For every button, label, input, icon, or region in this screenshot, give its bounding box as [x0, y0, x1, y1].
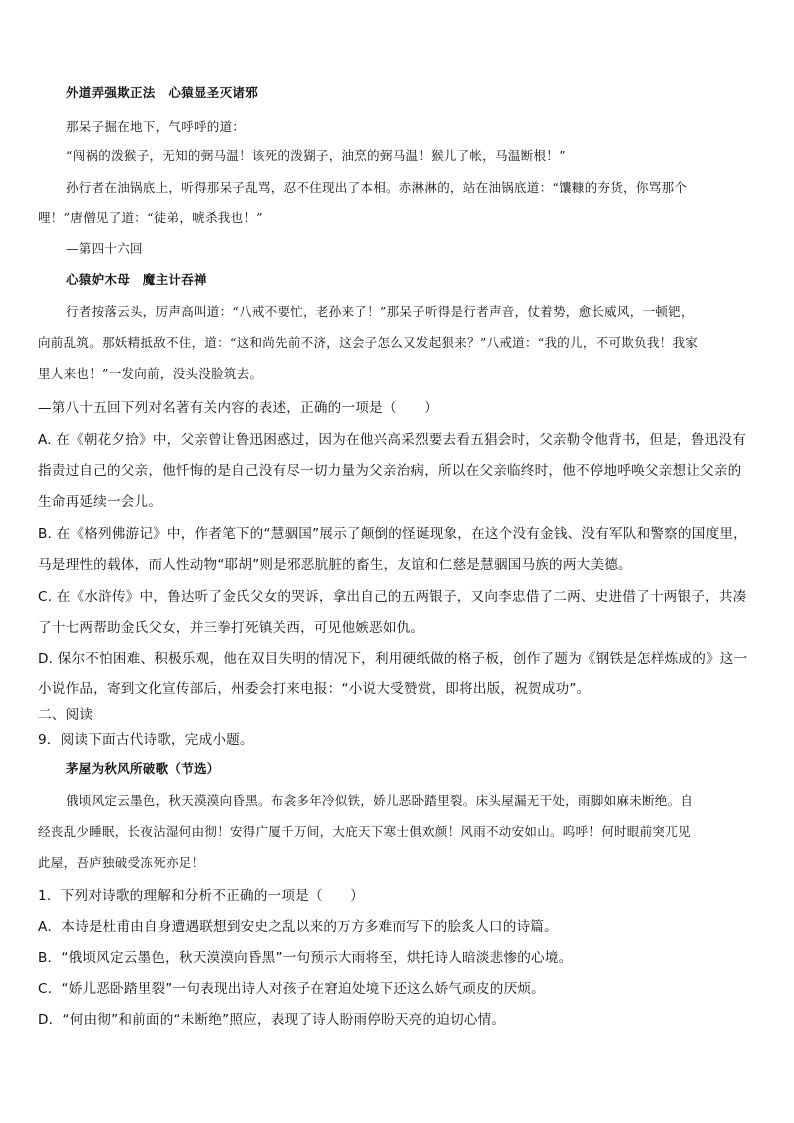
option-b-line: B. 在《格列佛游记》中，作者笔下的“慧骃国”展示了颠倒的怪诞现象，在这个没有金钱、没有军队和警察的国度里， — [38, 526, 747, 542]
option-c-line: C. 在《水浒传》中，鲁达听了金氏父女的哭诉，拿出自己的五两银子，又向李忠借了二两、史进借了十两银子，共凑 — [38, 589, 747, 605]
passage-line: 那呆子掘在地下，气呼呼的道： — [66, 119, 246, 134]
poem-line: 俄顷风定云墨色，秋天漠漠向昏黑。布衾多年冷似铁，娇儿恶卧踏里裂。床头屋漏无干处，雨脚如麻未断绝。自 — [66, 793, 694, 808]
question-9-stem: 9．阅读下面古代诗歌，完成小题。 — [38, 732, 254, 748]
passage-line: 行者按落云头，厉声高叫道：“八戒不要忙，老孙来了！”那呆子听得是行者声音，仗着势，愈长威风，一顿钯， — [66, 304, 694, 319]
option-b-line: 马是理性的载体，而人性动物“耶胡”则是邪恶肮脏的畜生，友谊和仁慈是慧骃国马族的两大美德。 — [38, 557, 632, 573]
subquestion-option-c: C．“娇儿恶卧踏里裂”一句表现出诗人对孩子在窘迫处境下还这么娇气顽皮的厌烦。 — [38, 981, 545, 997]
passage-line: “闯祸的泼猴子，无知的弼马温！该死的泼猢子，油烹的弼马温！猴儿了帐，马温断根！” — [66, 148, 566, 163]
poem-line: 此屋，吾庐独破受冻死亦足！ — [38, 855, 205, 870]
passage-line: 孙行者在油锅底上，听得那呆子乱骂，忍不住现出了本相。赤淋淋的，站在油锅底道：“馕糠的夯货，你骂那个 — [66, 180, 688, 195]
option-d-line: 小说作品，寄到文化宣传部后，州委会打来电报：“小说大受赞赏，即将出版，祝贺成功”。 — [38, 681, 591, 697]
passage-line: 向前乱筑。那妖精抵敌不住，道：“这和尚先前不济，这会子怎么又发起狠来？”八戒道：“我的儿，不可欺负我！我家 — [38, 335, 699, 350]
chapter-title-2: 心猿妒木母 魔主计吞禅 — [66, 272, 207, 287]
passage-line: 里人来也！”一发向前，没头没脸筑去。 — [38, 366, 263, 381]
question-stem: —第八十五回下列对名著有关内容的表述，正确的一项是（ ） — [38, 400, 439, 416]
passage-source: —第四十六回 — [66, 241, 143, 256]
passage-line: 哩！”唐僧见了道：“徒弟，唬杀我也！” — [38, 210, 263, 225]
option-a-line: 指责过自己的父亲，他忏悔的是自己没有尽一切力量为父亲治病，所以在父亲临终时，他不停地呼唤父亲想让父亲的 — [38, 463, 742, 479]
chapter-title-1: 外道弄强欺正法 心猿显圣灭诸邪 — [66, 85, 259, 100]
poem-line: 经丧乱少睡眠，长夜沾湿何由彻！安得广厦千万间，大庇天下寒士俱欢颜！风雨不动安如山。呜呼！何时眼前突兀见 — [38, 824, 691, 839]
option-a-line: A. 在《朝花夕拾》中，父亲曾让鲁迅困惑过，因为在他兴高采烈要去看五猖会时，父亲勒令他背书，但是，鲁迅没有 — [38, 432, 746, 448]
option-c-line: 了十七两帮助金氏父女，并三拳打死镇关西，可见他嫉恶如仇。 — [38, 620, 425, 636]
subquestion-stem: 1．下列对诗歌的理解和分析不正确的一项是（ ） — [38, 888, 365, 904]
poem-title: 茅屋为秋风所破歌（节选） — [66, 761, 220, 776]
option-a-line: 生命再延续一会儿。 — [38, 494, 163, 510]
section-heading: 二、阅读 — [38, 707, 94, 723]
subquestion-option-b: B．“俄顷风定云墨色，秋天漠漠向昏黑”一句预示大雨将至，烘托诗人暗淡悲惨的心境。 — [38, 950, 573, 966]
subquestion-option-a: A．本诗是杜甫由自身遭遇联想到安史之乱以来的万方多难而写下的脍炙人口的诗篇。 — [38, 919, 558, 935]
subquestion-option-d: D．“何由彻”和前面的“未断绝”照应，表现了诗人盼雨停盼天亮的迫切心情。 — [38, 1012, 506, 1028]
option-d-line: D. 保尔不怕困难、积极乐观，他在双目失明的情况下，利用硬纸做的格子板，创作了题为《钢铁是怎样炼成的》这一 — [38, 651, 748, 667]
